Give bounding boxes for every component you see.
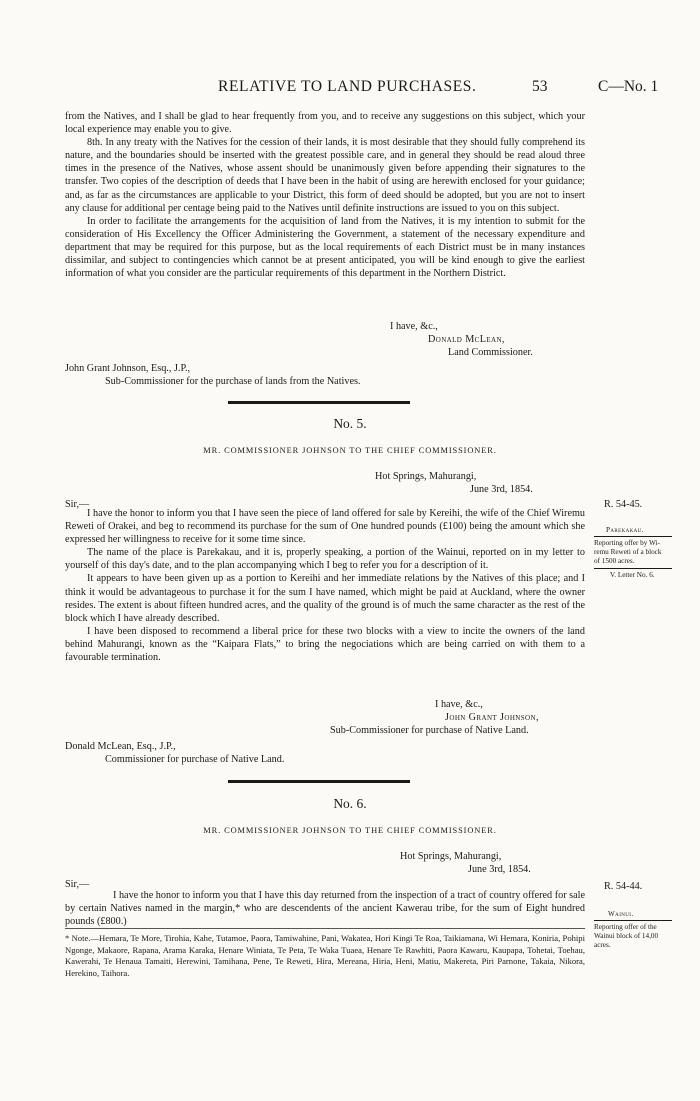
page-number: 53: [532, 78, 548, 95]
addressee-title: Sub-Commissioner for the purchase of lands from the Natives.: [105, 376, 361, 387]
margin-rule: [594, 568, 672, 569]
section-rule: [228, 780, 410, 783]
margin-reference: R. 54-44.: [604, 881, 643, 892]
section-rule: [228, 401, 410, 404]
signer-name: Donald McLean,: [428, 334, 505, 345]
running-title: RELATIVE TO LAND PURCHASES.: [218, 78, 477, 95]
margin-note-line: Reporting offer of the: [594, 923, 657, 931]
paragraph: I have been disposed to recommend a liberal price for these two blocks with a view to incite the owners of the land behind Mahurangi, known as the “Kaipara Flats,” to bring the negociations which are being carried on with them to a favourable termination.: [65, 625, 585, 664]
footnote-rule: [65, 928, 585, 929]
paragraph: I have the honor to inform you that I have this day returned from the inspection of a tract of country offered for sale by certain Natives named in the margin,* who are descendents of the ancient Kawerau tribe, for the sum of Eight hundred pounds (£800.): [65, 890, 585, 928]
document-code: C—No. 1: [598, 78, 659, 95]
signer-name: John Grant Johnson,: [445, 712, 539, 723]
paragraph: I have the honor to inform you that I have seen the piece of land offered for sale by Kereihi, the wife of the Chief Wiremu Reweti of Orakei, and beg to recommend its purchase for the sum of One hundred pounds (£100) being the amount which she expressed her willingness to receive for it some time since.: [65, 508, 585, 546]
margin-see-also: V. Letter No. 6.: [610, 571, 655, 579]
letter-date: June 3rd, 1854.: [468, 864, 531, 875]
closing: I have, &c.,: [435, 699, 483, 710]
margin-reference: R. 54-45.: [604, 499, 643, 510]
paragraph: The name of the place is Parekakau, and it is, properly speaking, a portion of the Wainui, reported on in my letter to yourself of this day's date, and to the plan accompanying which I beg to refer you for a description of it.: [65, 547, 585, 572]
page-header: [0, 78, 700, 98]
letter-body: [65, 889, 585, 928]
margin-note-line: of 1500 acres.: [594, 557, 635, 565]
signer-title: Sub-Commissioner for purchase of Native Land.: [330, 725, 529, 736]
margin-note-line: Wainui block of 14,00: [594, 932, 659, 940]
margin-place: Wainui.: [608, 910, 634, 918]
paragraph: In order to facilitate the arrangements for the acquisition of land from the Natives, it is my intention to submit for the consideration of His Excellency the Officer Administering the Government, a statement of the necessary expenditure and department that may be required for this purpose, but as the local requirements of each District must be in many instances dissimilar, and subject to contingencies which cannot be at present anticipated, you will be kind enough to give the earliest information of what you consider are the particular requirements of this department in the Northern District.: [65, 215, 585, 280]
letter-title: MR. COMMISSIONER JOHNSON TO THE CHIEF COMMISSIONER.: [203, 826, 497, 835]
salutation: Sir,—: [65, 879, 90, 890]
addressee: John Grant Johnson, Esq., J.P.,: [65, 363, 191, 374]
letter-title: MR. COMMISSIONER JOHNSON TO THE CHIEF COMMISSIONER.: [203, 446, 497, 455]
letter-body: [65, 507, 585, 664]
margin-note-line: acres.: [594, 941, 611, 949]
paragraph: It appears to have been given up as a portion to Kereihi and her immediate relations by the Natives of this place; and I think it would be advantageous to purchase it for the sum I have named, which might be paid at Auckland, where the owner resides. The extent is about fifteen hundred acres, and the quality of the ground is of much the same character as the rest of the block which I have already described.: [65, 573, 585, 624]
salutation: Sir,—: [65, 499, 90, 510]
letter-place: Hot Springs, Mahurangi,: [400, 851, 502, 862]
margin-place: Parekakau.: [606, 526, 644, 534]
addressee-title: Commissioner for purchase of Native Land.: [105, 754, 285, 765]
paragraph: from the Natives, and I shall be glad to hear frequently from you, and to receive any suggestions on this subject, which your local experience may enable you to give.: [65, 111, 585, 136]
margin-note-line: Reporting offer by Wi-: [594, 539, 660, 547]
margin-rule: [594, 920, 672, 921]
margin-note-line: remu Reweti of a block: [594, 548, 662, 556]
letter-continuation-body: [65, 110, 585, 280]
footnote: * Note.—Hemara, Te More, Tirohia, Kahe, Tutamoe, Paora, Tamiwahine, Pani, Wakatea, Hori Kingi Te Roa, Taikiamana, Wi Hemara, Koniria, Pohipi Ngonge, Makaore, Rapana, Arama Karaka, Henare Winiata, Te Peta, Te Waka Tuaea, Henare Te Rawhiti, Paora Kawaru, Kaupapa, Tohetai, Toehau, Kawerahi, Te Henaua Tamaiti, Herewini, Tamihana, Pene, Te Reweti, Hira, Mereana, Hiria, Heni, Matiu, Makereta, Piri Parnone, Takaia, Nikora, Herekino, Taihora.: [65, 933, 585, 978]
margin-rule: [594, 536, 672, 537]
letter-number: No. 5.: [333, 416, 367, 431]
letter-place: Hot Springs, Mahurangi,: [375, 471, 477, 482]
addressee: Donald McLean, Esq., J.P.,: [65, 741, 176, 752]
letter-date: June 3rd, 1854.: [470, 484, 533, 495]
letter-number: No. 6.: [333, 796, 367, 811]
paragraph: 8th. In any treaty with the Natives for the cession of their lands, it is most desirable that they should fully comprehend its nature, and the boundaries should be inserted with the greatest possible care, and in general they should be read aloud three times in the presence of the Natives, whose assent should be unanimously given before appending their signatures to the transfer. Two copies of the description of deeds that I have been in the habit of using are herewith enclosed for your guidance; and, as far as the circumstances are applicable to your District, this form of deed should be adopted, but you are not to insert any clause for additional per centage being paid to the Natives until definite instructions are issued to you on this subject.: [65, 137, 585, 214]
closing: I have, &c.,: [390, 321, 438, 332]
signer-title: Land Commissioner.: [448, 347, 533, 358]
